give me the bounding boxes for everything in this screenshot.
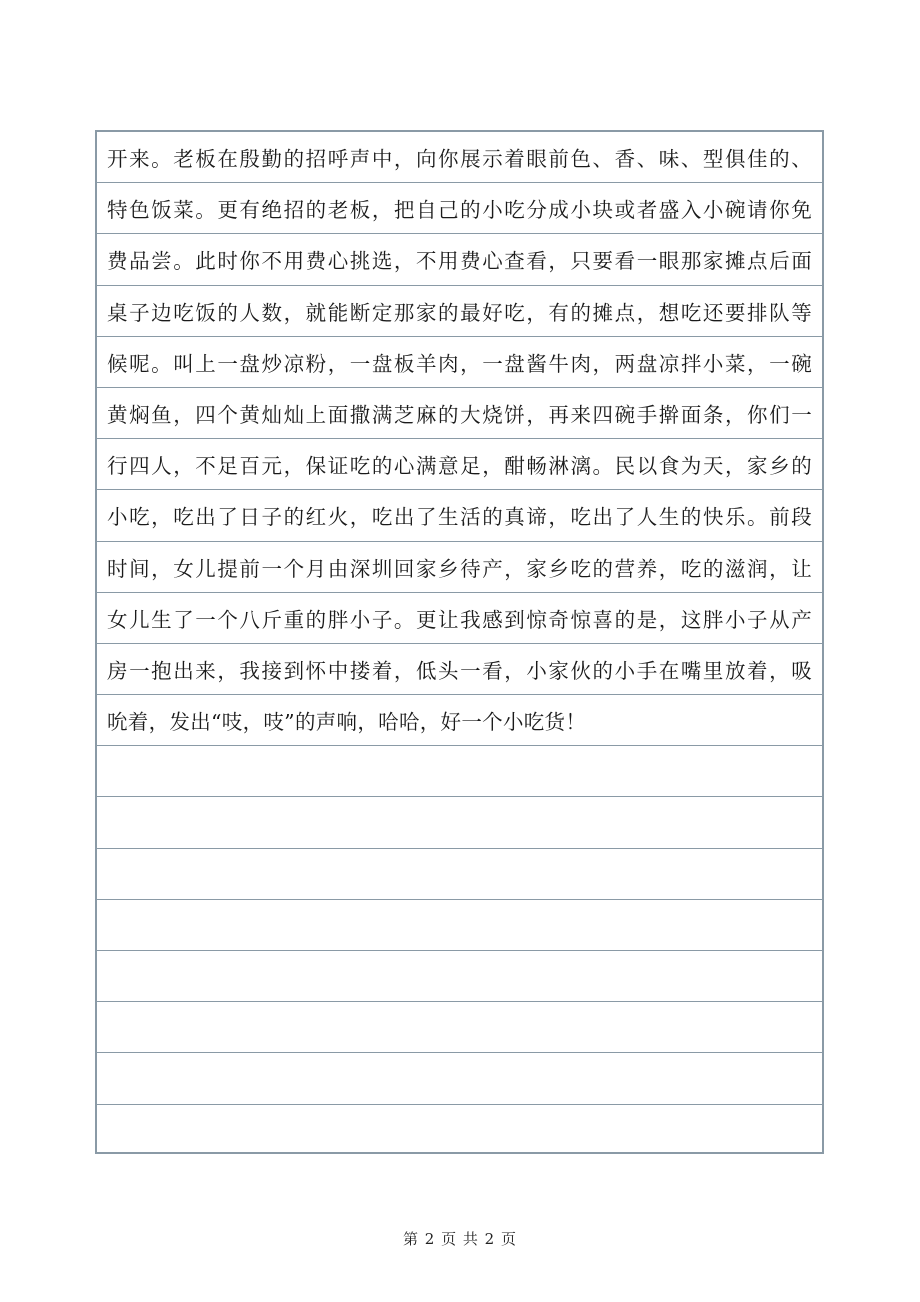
text-line-7 xyxy=(97,439,822,490)
text-line-2 xyxy=(97,183,822,234)
empty-line xyxy=(97,900,822,951)
empty-line xyxy=(97,849,822,900)
empty-line xyxy=(97,951,822,1002)
empty-line xyxy=(97,797,822,848)
text-line-5 xyxy=(97,337,822,388)
line-text: 候呢。叫上一盘炒凉粉，一盘板羊肉，一盘酱牛肉，两盘凉拌小菜，一碗 xyxy=(107,351,812,376)
text-line-4 xyxy=(97,286,822,337)
text-line-9 xyxy=(97,542,822,593)
line-text: 时间，女儿提前一个月由深圳回家乡待产，家乡吃的营养，吃的滋润，让 xyxy=(107,556,812,581)
text-line-6 xyxy=(97,388,822,439)
empty-line xyxy=(97,1053,822,1104)
text-line-1 xyxy=(97,132,822,183)
line-text: 特色饭菜。更有绝招的老板，把自己的小吃分成小块或者盛入小碗请你免 xyxy=(107,198,812,223)
empty-line xyxy=(97,1002,822,1053)
line-text: 小吃，吃出了日子的红火，吃出了生活的真谛，吃出了人生的快乐。前段 xyxy=(107,505,812,530)
line-text: 费品尝。此时你不用费心挑选，不用费心查看，只要看一眼那家摊点后面 xyxy=(107,249,812,274)
line-text: 行四人，不足百元，保证吃的心满意足，酣畅淋漓。民以食为天，家乡的 xyxy=(107,454,812,479)
line-text: 开来。老板在殷勤的招呼声中，向你展示着眼前色、香、味、型俱佳的、 xyxy=(107,147,812,172)
line-text: 桌子边吃饭的人数，就能断定那家的最好吃，有的摊点，想吃还要排队等 xyxy=(107,300,812,325)
line-text: 女儿生了一个八斤重的胖小子。更让我感到惊奇惊喜的是，这胖小子从产 xyxy=(107,607,812,632)
text-line-11 xyxy=(97,644,822,695)
text-line-8 xyxy=(97,490,822,541)
empty-line xyxy=(97,746,822,797)
empty-line xyxy=(97,1105,822,1156)
page-number: 第 2 页 共 2 页 xyxy=(403,1230,517,1248)
line-text: 吮着，发出“吱，吱”的声响，哈哈，好一个小吃货！ xyxy=(107,710,587,735)
line-text: 房一抱出来，我接到怀中搂着，低头一看，小家伙的小手在嘴里放着，吸 xyxy=(107,658,812,683)
line-text: 黄焖鱼，四个黄灿灿上面撒满芝麻的大烧饼，再来四碗手擀面条，你们一 xyxy=(107,403,812,428)
text-line-3 xyxy=(97,234,822,285)
text-line-12 xyxy=(97,695,822,746)
text-line-10 xyxy=(97,593,822,644)
lined-writing-sheet xyxy=(95,130,824,1154)
